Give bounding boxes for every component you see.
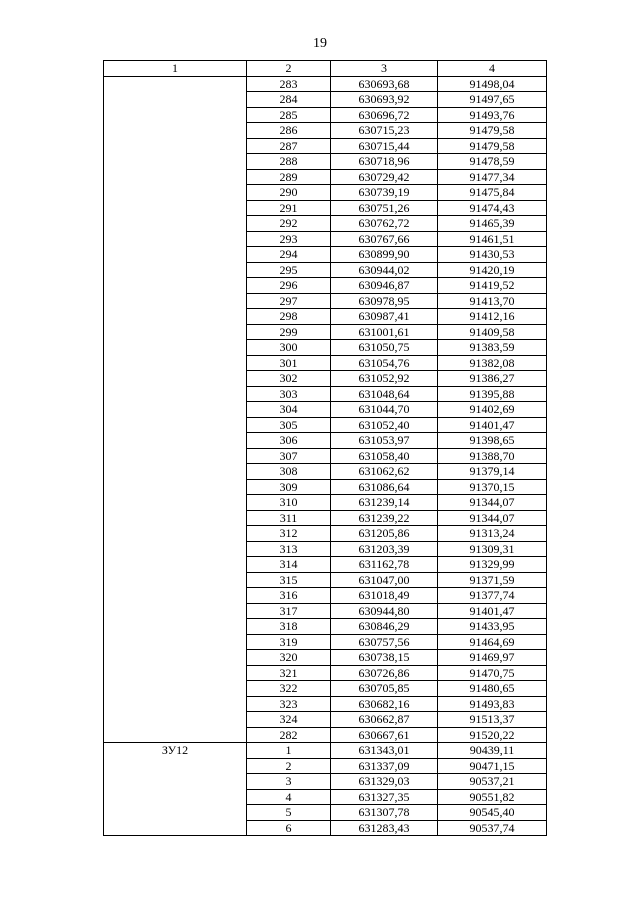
y-coordinate-cell: 91382,08 [438,355,547,371]
x-coordinate-cell: 630729,42 [331,169,438,185]
point-number-cell: 301 [247,355,331,371]
x-coordinate-cell: 631062,62 [331,464,438,480]
table-row [104,76,547,92]
point-number-cell: 283 [247,76,331,92]
x-coordinate-cell: 631203,39 [331,541,438,557]
point-number-cell: 289 [247,169,331,185]
y-coordinate-cell: 91477,34 [438,169,547,185]
point-number-cell: 5 [247,805,331,821]
x-coordinate-cell: 631052,40 [331,417,438,433]
y-coordinate-cell: 91433,95 [438,619,547,635]
y-coordinate-cell: 90471,15 [438,758,547,774]
point-number-cell: 295 [247,262,331,278]
y-coordinate-cell: 90537,21 [438,774,547,790]
y-coordinate-cell: 91480,65 [438,681,547,697]
x-coordinate-cell: 630767,66 [331,231,438,247]
y-coordinate-cell: 91474,43 [438,200,547,216]
x-coordinate-cell: 631048,64 [331,386,438,402]
y-coordinate-cell: 91461,51 [438,231,547,247]
x-coordinate-cell: 631018,49 [331,588,438,604]
point-number-cell: 318 [247,619,331,635]
point-number-cell: 306 [247,433,331,449]
y-coordinate-cell: 90545,40 [438,805,547,821]
table-body [104,76,547,836]
y-coordinate-cell: 91377,74 [438,588,547,604]
x-coordinate-cell: 631086,64 [331,479,438,495]
y-coordinate-cell: 91401,47 [438,417,547,433]
point-number-cell: 317 [247,603,331,619]
point-number-cell: 296 [247,278,331,294]
point-number-cell: 311 [247,510,331,526]
x-coordinate-cell: 631047,00 [331,572,438,588]
y-coordinate-cell: 91412,16 [438,309,547,325]
point-number-cell: 324 [247,712,331,728]
y-coordinate-cell: 91469,97 [438,650,547,666]
point-number-cell: 2 [247,758,331,774]
x-coordinate-cell: 631239,22 [331,510,438,526]
y-coordinate-cell: 91419,52 [438,278,547,294]
y-coordinate-cell: 91344,07 [438,510,547,526]
x-coordinate-cell: 631044,70 [331,402,438,418]
x-coordinate-cell: 631162,78 [331,557,438,573]
y-coordinate-cell: 91386,27 [438,371,547,387]
point-number-cell: 3 [247,774,331,790]
y-coordinate-cell: 91520,22 [438,727,547,743]
x-coordinate-cell: 630739,19 [331,185,438,201]
point-number-cell: 309 [247,479,331,495]
table-row [104,743,547,759]
header-col-3: 3 [331,61,438,77]
point-number-cell: 320 [247,650,331,666]
y-coordinate-cell: 91329,99 [438,557,547,573]
y-coordinate-cell: 91401,47 [438,603,547,619]
y-coordinate-cell: 91413,70 [438,293,547,309]
x-coordinate-cell: 630751,26 [331,200,438,216]
point-number-cell: 298 [247,309,331,325]
header-col-1: 1 [104,61,247,77]
x-coordinate-cell: 630946,87 [331,278,438,294]
point-number-cell: 6 [247,820,331,836]
x-coordinate-cell: 630682,16 [331,696,438,712]
table-header-row [104,61,547,77]
point-number-cell: 288 [247,154,331,170]
x-coordinate-cell: 630944,02 [331,262,438,278]
point-number-cell: 319 [247,634,331,650]
y-coordinate-cell: 91493,83 [438,696,547,712]
point-number-cell: 290 [247,185,331,201]
y-coordinate-cell: 91344,07 [438,495,547,511]
x-coordinate-cell: 630757,56 [331,634,438,650]
point-number-cell: 322 [247,681,331,697]
y-coordinate-cell: 91371,59 [438,572,547,588]
parcel-label-cell [104,76,247,743]
point-number-cell: 297 [247,293,331,309]
point-number-cell: 292 [247,216,331,232]
point-number-cell: 304 [247,402,331,418]
y-coordinate-cell: 91465,39 [438,216,547,232]
point-number-cell: 305 [247,417,331,433]
x-coordinate-cell: 630696,72 [331,107,438,123]
x-coordinate-cell: 630738,15 [331,650,438,666]
y-coordinate-cell: 91479,58 [438,138,547,154]
x-coordinate-cell: 630693,68 [331,76,438,92]
point-number-cell: 308 [247,464,331,480]
y-coordinate-cell: 91379,14 [438,464,547,480]
coordinates-table [103,60,547,836]
x-coordinate-cell: 630662,87 [331,712,438,728]
x-coordinate-cell: 630718,96 [331,154,438,170]
x-coordinate-cell: 630667,61 [331,727,438,743]
y-coordinate-cell: 91383,59 [438,340,547,356]
y-coordinate-cell: 91493,76 [438,107,547,123]
point-number-cell: 299 [247,324,331,340]
x-coordinate-cell: 631058,40 [331,448,438,464]
x-coordinate-cell: 631337,09 [331,758,438,774]
y-coordinate-cell: 91464,69 [438,634,547,650]
point-number-cell: 1 [247,743,331,759]
y-coordinate-cell: 90551,82 [438,789,547,805]
x-coordinate-cell: 630693,92 [331,92,438,108]
y-coordinate-cell: 90439,11 [438,743,547,759]
x-coordinate-cell: 630715,23 [331,123,438,139]
y-coordinate-cell: 91370,15 [438,479,547,495]
y-coordinate-cell: 91398,65 [438,433,547,449]
y-coordinate-cell: 91430,53 [438,247,547,263]
x-coordinate-cell: 630846,29 [331,619,438,635]
y-coordinate-cell: 91479,58 [438,123,547,139]
y-coordinate-cell: 91409,58 [438,324,547,340]
point-number-cell: 315 [247,572,331,588]
x-coordinate-cell: 630944,80 [331,603,438,619]
point-number-cell: 323 [247,696,331,712]
point-number-cell: 303 [247,386,331,402]
x-coordinate-cell: 631343,01 [331,743,438,759]
point-number-cell: 316 [247,588,331,604]
x-coordinate-cell: 631283,43 [331,820,438,836]
parcel-label-cell: ЗУ12 [104,743,247,836]
y-coordinate-cell: 91498,04 [438,76,547,92]
y-coordinate-cell: 91395,88 [438,386,547,402]
x-coordinate-cell: 630899,90 [331,247,438,263]
point-number-cell: 314 [247,557,331,573]
point-number-cell: 285 [247,107,331,123]
point-number-cell: 300 [247,340,331,356]
point-number-cell: 282 [247,727,331,743]
x-coordinate-cell: 631054,76 [331,355,438,371]
point-number-cell: 302 [247,371,331,387]
y-coordinate-cell: 91513,37 [438,712,547,728]
x-coordinate-cell: 631050,75 [331,340,438,356]
x-coordinate-cell: 631052,92 [331,371,438,387]
x-coordinate-cell: 631053,97 [331,433,438,449]
point-number-cell: 294 [247,247,331,263]
y-coordinate-cell: 91497,65 [438,92,547,108]
y-coordinate-cell: 91475,84 [438,185,547,201]
y-coordinate-cell: 91470,75 [438,665,547,681]
x-coordinate-cell: 631001,61 [331,324,438,340]
point-number-cell: 286 [247,123,331,139]
x-coordinate-cell: 631327,35 [331,789,438,805]
y-coordinate-cell: 91313,24 [438,526,547,542]
y-coordinate-cell: 91309,31 [438,541,547,557]
y-coordinate-cell: 91478,59 [438,154,547,170]
x-coordinate-cell: 630715,44 [331,138,438,154]
point-number-cell: 284 [247,92,331,108]
header-col-2: 2 [247,61,331,77]
x-coordinate-cell: 630978,95 [331,293,438,309]
point-number-cell: 293 [247,231,331,247]
x-coordinate-cell: 630726,86 [331,665,438,681]
x-coordinate-cell: 630705,85 [331,681,438,697]
point-number-cell: 287 [247,138,331,154]
header-col-4: 4 [438,61,547,77]
y-coordinate-cell: 91388,70 [438,448,547,464]
y-coordinate-cell: 90537,74 [438,820,547,836]
y-coordinate-cell: 91420,19 [438,262,547,278]
point-number-cell: 310 [247,495,331,511]
y-coordinate-cell: 91402,69 [438,402,547,418]
x-coordinate-cell: 631205,86 [331,526,438,542]
x-coordinate-cell: 631307,78 [331,805,438,821]
x-coordinate-cell: 630987,41 [331,309,438,325]
point-number-cell: 291 [247,200,331,216]
point-number-cell: 313 [247,541,331,557]
point-number-cell: 321 [247,665,331,681]
page-number: 19 [313,36,327,51]
point-number-cell: 312 [247,526,331,542]
point-number-cell: 4 [247,789,331,805]
x-coordinate-cell: 630762,72 [331,216,438,232]
x-coordinate-cell: 631239,14 [331,495,438,511]
point-number-cell: 307 [247,448,331,464]
x-coordinate-cell: 631329,03 [331,774,438,790]
